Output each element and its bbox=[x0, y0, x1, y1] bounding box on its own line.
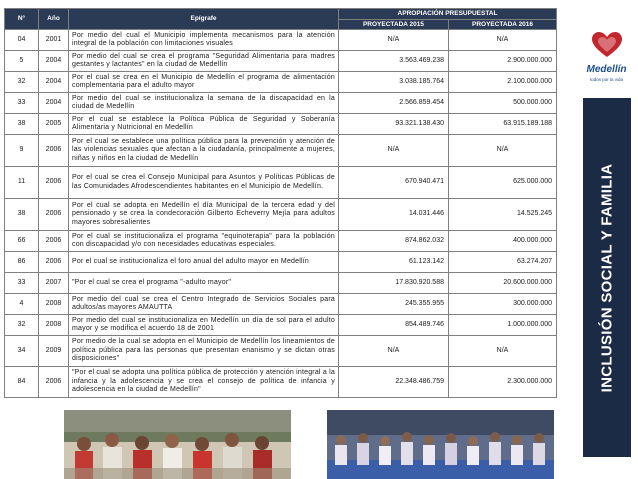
row-year: 2006 bbox=[39, 167, 69, 199]
row-value-2016: 400.000.000 bbox=[449, 231, 557, 252]
header-budget-group: APROPIACIÓN PRESUPUESTAL bbox=[339, 9, 557, 20]
section-title-band bbox=[583, 98, 631, 457]
row-value-2016: 2.300.000.000 bbox=[449, 367, 557, 398]
row-value-2016: 2.900.000.000 bbox=[449, 51, 557, 72]
row-number: 5 bbox=[5, 51, 39, 72]
row-value-2015: 874.862.032 bbox=[339, 231, 449, 252]
row-year: 2007 bbox=[39, 273, 69, 294]
row-value-2016: 14.525.245 bbox=[449, 199, 557, 231]
row-year: 2006 bbox=[39, 367, 69, 398]
row-value-2015: 854.489.746 bbox=[339, 315, 449, 336]
row-value-2016: 20.600.000.000 bbox=[449, 273, 557, 294]
row-number: 4 bbox=[5, 294, 39, 315]
row-number: 9 bbox=[5, 135, 39, 167]
row-value-2016: N/A bbox=[449, 336, 557, 367]
sidebar bbox=[575, 22, 638, 479]
table-row bbox=[5, 315, 557, 336]
row-epigraph: Por el cual se institucionaliza el foro anual del adulto mayor en Medellín bbox=[69, 252, 339, 273]
table-row bbox=[5, 231, 557, 252]
row-number: 38 bbox=[5, 199, 39, 231]
row-value-2016: 63.274.207 bbox=[449, 252, 557, 273]
row-number: 32 bbox=[5, 315, 39, 336]
row-value-2015: 14.031.446 bbox=[339, 199, 449, 231]
row-year: 2005 bbox=[39, 114, 69, 135]
table-row bbox=[5, 30, 557, 51]
row-number: 66 bbox=[5, 231, 39, 252]
row-year: 2008 bbox=[39, 294, 69, 315]
row-epigraph: Por medio del cual se institucionaliza la semana de la discapacidad en la ciudad de Medellín bbox=[69, 93, 339, 114]
row-epigraph: Por medio de la cual se adopta en el Municipio de Medellín los lineamientos de política pública para las personas que presentan enanismo y se dictan otras disposiciones" bbox=[69, 336, 339, 367]
row-epigraph: Por el cual se establece una política pública para la prevención y atención de las violencias sexuales que afectan a la ciudadanía, principalmente a mujeres, niñas y niños en la ciudad de Medellín bbox=[69, 135, 339, 167]
row-value-2015: 93.321.138.430 bbox=[339, 114, 449, 135]
row-year: 2006 bbox=[39, 252, 69, 273]
row-number: 34 bbox=[5, 336, 39, 367]
table-row bbox=[5, 336, 557, 367]
row-year: 2006 bbox=[39, 135, 69, 167]
row-number: 33 bbox=[5, 93, 39, 114]
row-number: 11 bbox=[5, 167, 39, 199]
row-epigraph: Por el cual se adopta en Medellín el día Municipal de la tercera edad y del pensionado y se crea la condecoración Gilberto Echeverry Mejía para adultos mayores sobresalientes bbox=[69, 199, 339, 231]
row-value-2015: 670.940.471 bbox=[339, 167, 449, 199]
table-body bbox=[5, 30, 557, 398]
table-row bbox=[5, 273, 557, 294]
row-year: 2001 bbox=[39, 30, 69, 51]
table-row bbox=[5, 252, 557, 273]
table-row bbox=[5, 167, 557, 199]
row-value-2015: 22.348.486.759 bbox=[339, 367, 449, 398]
header-num: N° bbox=[5, 9, 39, 30]
row-value-2015: N/A bbox=[339, 336, 449, 367]
row-value-2016: N/A bbox=[449, 30, 557, 51]
header-year: Año bbox=[39, 9, 69, 30]
table-row bbox=[5, 72, 557, 93]
row-value-2016: 63.915.189.188 bbox=[449, 114, 557, 135]
row-epigraph: Por el cual se institucionaliza el programa "equinoterapia" para la población con discapacidad y/o con necesidades educativas especiales. bbox=[69, 231, 339, 252]
row-year: 2006 bbox=[39, 199, 69, 231]
row-year: 2006 bbox=[39, 231, 69, 252]
table-row bbox=[5, 367, 557, 398]
row-epigraph: "Por el cual se adopta una política pública de protección y atención integral a la infancia y la adolescencia y se crea el consejo de política de infancia y adolescencia en la ciudad de Medellín" bbox=[69, 367, 339, 398]
row-value-2015: 2.566.859.454 bbox=[339, 93, 449, 114]
table-row bbox=[5, 294, 557, 315]
row-epigraph: "Por el cual se crea el programa "-adulto mayor" bbox=[69, 273, 339, 294]
row-epigraph: Por el cual se establece la Política Pública de Seguridad y Soberanía Alimentaria y Nutricional en Medellín bbox=[69, 114, 339, 135]
row-value-2016: 2.100.000.000 bbox=[449, 72, 557, 93]
row-value-2015: N/A bbox=[339, 30, 449, 51]
row-epigraph: Por medio del cual se institucionaliza en Medellín un día de sol para el adulto mayor y se modifica el acuerdo 18 de 2001 bbox=[69, 315, 339, 336]
table-row bbox=[5, 135, 557, 167]
header-proj-2016: PROYECTADA 2016 bbox=[449, 20, 557, 30]
row-value-2016: 1.000.000.000 bbox=[449, 315, 557, 336]
table-row bbox=[5, 114, 557, 135]
row-value-2016: 300.000.000 bbox=[449, 294, 557, 315]
row-value-2016: 625.000.000 bbox=[449, 167, 557, 199]
photo-elderly-exercise-class bbox=[327, 410, 554, 479]
row-value-2015: N/A bbox=[339, 135, 449, 167]
medellin-logo bbox=[575, 22, 638, 96]
row-epigraph: Por el cual se crea el Consejo Municipal para Asuntos y Políticas Públicas de las Comunidades Afrodescendientes habitantes en el Municipio de Medellín. bbox=[69, 167, 339, 199]
row-year: 2004 bbox=[39, 93, 69, 114]
row-epigraph: Por medio del cual se crea el programa "Seguridad Alimentaria para madres gestantes y lactantes" en la ciudad de Medellín bbox=[69, 51, 339, 72]
row-year: 2004 bbox=[39, 72, 69, 93]
row-number: 04 bbox=[5, 30, 39, 51]
row-epigraph: Por medio del cual el Municipio implementa mecanismos para la atención integral de la población con limitaciones visuales bbox=[69, 30, 339, 51]
row-epigraph: Por medio del cual se crea el Centro Integrado de Servicios Sociales para adultos/as mayores AMAUTTA bbox=[69, 294, 339, 315]
row-number: 86 bbox=[5, 252, 39, 273]
photo-group-elderly-event bbox=[64, 410, 291, 479]
row-value-2015: 3.038.185.764 bbox=[339, 72, 449, 93]
table-row bbox=[5, 199, 557, 231]
row-epigraph: Por el cual se crea en el Municipio de Medellín el programa de alimentación complementaria para el adulto mayor bbox=[69, 72, 339, 93]
photo-elderly-exercise-class-image bbox=[327, 410, 554, 479]
header-proj-2015: PROYECTADA 2015 bbox=[339, 20, 449, 30]
row-number: 84 bbox=[5, 367, 39, 398]
row-value-2016: 500.000.000 bbox=[449, 93, 557, 114]
row-value-2015: 61.123.142 bbox=[339, 252, 449, 273]
heart-logo-icon bbox=[592, 32, 622, 58]
row-value-2015: 245.355.955 bbox=[339, 294, 449, 315]
row-number: 38 bbox=[5, 114, 39, 135]
row-number: 33 bbox=[5, 273, 39, 294]
row-year: 2008 bbox=[39, 315, 69, 336]
row-number: 32 bbox=[5, 72, 39, 93]
row-year: 2009 bbox=[39, 336, 69, 367]
photo-group-elderly-event-image bbox=[64, 410, 291, 479]
row-value-2016: N/A bbox=[449, 135, 557, 167]
header-epigraph: Epígrafe bbox=[69, 9, 339, 30]
table-row bbox=[5, 93, 557, 114]
section-title: INCLUSIÓN SOCIAL Y FAMILIA bbox=[598, 163, 616, 392]
row-year: 2004 bbox=[39, 51, 69, 72]
budget-table bbox=[4, 8, 557, 398]
logo-wordmark: Medellín bbox=[586, 64, 627, 75]
table-row bbox=[5, 51, 557, 72]
row-value-2015: 17.830.920.588 bbox=[339, 273, 449, 294]
logo-tagline: todos por la vida bbox=[589, 77, 624, 82]
budget-table-container bbox=[4, 8, 556, 398]
row-value-2015: 3.563.469.238 bbox=[339, 51, 449, 72]
